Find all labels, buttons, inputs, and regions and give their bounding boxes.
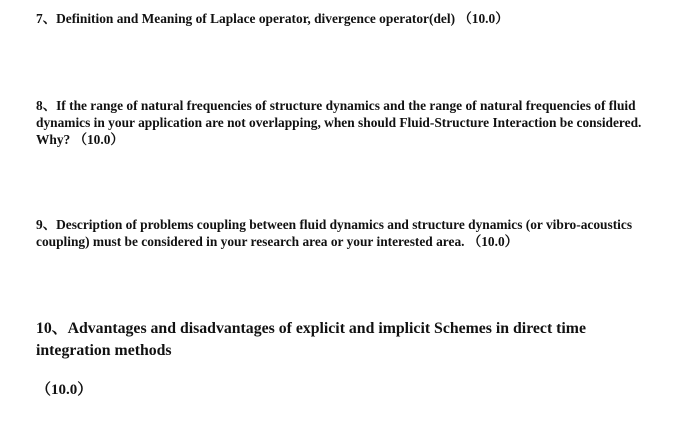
question-9 — [36, 216, 656, 250]
question-9-text: 9、Description of problems coupling between fluid dynamics and structure dynamics (or vibro-acoustics coupling) must be considered in your research area or your interested area. （10.0） — [36, 217, 633, 249]
question-7-text: 7、Definition and Meaning of Laplace operator, divergence operator(del) （10.0） — [36, 11, 509, 26]
question-8-text: 8、If the range of natural frequencies of structure dynamics and the range of natural frequencies of fluid dynamics in your application are not overlapping, when should Fluid-Structure Interaction be considered. Why? （10.0） — [36, 98, 642, 147]
question-10-text: 10、Advantages and disadvantages of explicit and implicit Schemes in direct time integration methods — [36, 320, 586, 359]
question-8 — [36, 97, 656, 148]
question-7 — [36, 10, 656, 27]
question-10-points: （10.0） — [36, 382, 93, 398]
question-10 — [36, 318, 636, 362]
